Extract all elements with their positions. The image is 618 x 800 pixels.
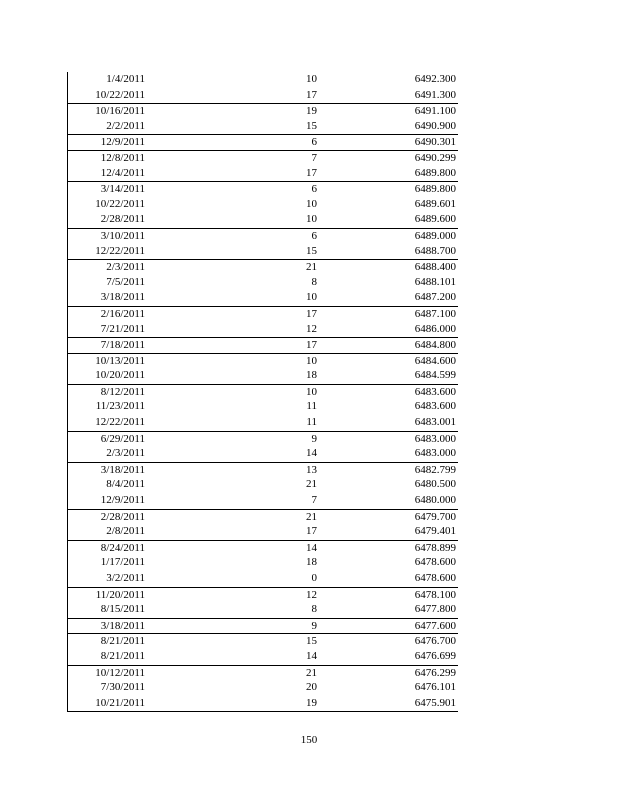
date-cell: 10/21/2011 [95,696,145,709]
date-cell: 10/20/2011 [95,369,145,382]
value-cell: 6479.401 [414,525,456,538]
date-cell: 8/21/2011 [100,635,145,648]
table-row [68,150,458,166]
value-cell: 6476.700 [414,635,456,648]
value-cell: 6489.600 [414,213,456,226]
date-cell: 3/18/2011 [100,619,145,632]
date-cell: 2/16/2011 [100,307,145,320]
value-cell: 6486.000 [414,322,456,335]
date-cell: 10/22/2011 [95,88,145,101]
value-cell: 6478.100 [414,588,456,601]
value-cell: 6483.001 [414,416,456,429]
count-cell: 13 [306,463,317,476]
date-cell: 12/9/2011 [100,494,145,507]
date-cell: 3/2/2011 [106,572,145,584]
date-cell: 6/29/2011 [100,432,145,445]
count-cell: 12 [306,588,317,601]
table-row [68,384,458,400]
value-cell: 6491.100 [414,105,456,118]
table-row [68,353,458,369]
count-cell: 18 [306,556,317,569]
count-cell: 17 [306,166,317,179]
value-cell: 6480.500 [414,478,456,491]
count-cell: 21 [306,510,317,523]
table-row [68,633,458,649]
count-cell: 10 [306,385,317,398]
date-cell: 12/9/2011 [100,136,145,149]
value-cell: 6490.299 [414,151,456,164]
date-cell: 2/3/2011 [106,447,145,460]
table-row [68,259,458,275]
value-cell: 6487.100 [414,307,456,320]
count-cell: 17 [306,307,317,320]
count-cell: 7 [311,151,317,164]
count-cell: 17 [306,525,317,538]
value-cell: 6476.299 [414,666,456,679]
value-cell: 6482.799 [414,463,456,476]
value-cell: 6492.300 [414,73,456,85]
table-row [68,306,458,322]
count-cell: 15 [306,119,317,132]
count-cell: 9 [311,619,317,632]
table-row [68,555,458,571]
date-cell: 12/8/2011 [100,151,145,164]
table-row [68,602,458,618]
table-row [68,322,458,338]
value-cell: 6483.600 [414,385,456,398]
table-row [68,72,458,88]
date-cell: 2/3/2011 [106,261,145,274]
value-cell: 6483.000 [414,447,456,460]
value-cell: 6484.599 [414,369,456,382]
count-cell: 10 [306,197,317,210]
count-cell: 18 [306,369,317,382]
table-row [68,665,458,681]
date-cell: 10/12/2011 [95,666,145,679]
count-cell: 12 [306,322,317,335]
date-cell: 3/18/2011 [100,291,145,304]
table-row [68,477,458,493]
table-row [68,415,458,431]
value-cell: 6480.000 [414,494,456,507]
table-row [68,337,458,353]
count-cell: 14 [306,649,317,662]
date-cell: 2/28/2011 [100,510,145,523]
value-cell: 6488.101 [414,275,456,288]
count-cell: 14 [306,541,317,554]
value-cell: 6476.101 [414,681,456,694]
count-cell: 10 [306,213,317,226]
table-row [68,696,458,712]
table-row [68,244,458,260]
value-cell: 6478.899 [414,541,456,554]
date-cell: 1/4/2011 [106,73,145,85]
value-cell: 6488.400 [414,261,456,274]
date-cell: 7/5/2011 [106,275,145,288]
value-cell: 6484.800 [414,339,456,352]
table-row [68,368,458,384]
table-row [68,166,458,182]
table-row [68,540,458,556]
count-cell: 10 [306,354,317,367]
value-cell: 6479.700 [414,510,456,523]
value-cell: 6478.600 [414,556,456,569]
count-cell: 19 [306,105,317,118]
count-cell: 17 [306,339,317,352]
date-cell: 11/23/2011 [95,400,145,413]
value-cell: 6477.600 [414,619,456,632]
date-cell: 3/10/2011 [100,229,145,242]
value-cell: 6483.000 [414,432,456,445]
table-row [68,509,458,525]
value-cell: 6487.200 [414,291,456,304]
table-row [68,649,458,665]
date-cell: 2/28/2011 [100,213,145,226]
date-cell: 8/4/2011 [106,478,145,491]
table-row [68,462,458,478]
value-cell: 6489.800 [414,166,456,179]
count-cell: 14 [306,447,317,460]
date-cell: 8/21/2011 [100,649,145,662]
date-cell: 12/4/2011 [100,166,145,179]
value-cell: 6478.600 [414,572,456,584]
count-cell: 17 [306,88,317,101]
value-cell: 6476.699 [414,649,456,662]
table-row [68,103,458,119]
table-row [68,618,458,634]
table-row [68,680,458,696]
count-cell: 11 [306,400,317,413]
count-cell: 10 [306,291,317,304]
value-cell: 6489.800 [414,183,456,196]
value-cell: 6484.600 [414,354,456,367]
date-cell: 7/18/2011 [100,339,145,352]
count-cell: 15 [306,244,317,257]
table-row [68,571,458,587]
date-cell: 8/12/2011 [100,385,145,398]
value-cell: 6490.900 [414,119,456,132]
table-row [68,181,458,197]
table-row [68,134,458,150]
table-row [68,88,458,104]
count-cell: 7 [311,494,317,507]
table-row [68,119,458,135]
date-cell: 7/21/2011 [100,322,145,335]
count-cell: 11 [306,416,317,429]
date-cell: 11/20/2011 [95,588,145,601]
date-cell: 3/14/2011 [100,183,145,196]
value-cell: 6491.300 [414,88,456,101]
date-cell: 1/17/2011 [100,556,145,569]
value-cell: 6489.601 [414,197,456,210]
table-row [68,446,458,462]
table-row [68,524,458,540]
value-cell: 6490.301 [414,136,456,149]
table-row [68,587,458,603]
table-row [68,493,458,509]
date-cell: 12/22/2011 [95,244,145,257]
page-number: 150 [300,734,318,746]
date-cell: 7/30/2011 [100,681,145,694]
count-cell: 10 [306,73,317,85]
count-cell: 6 [311,229,317,242]
date-cell: 2/8/2011 [106,525,145,538]
table-row [68,290,458,306]
count-cell: 21 [306,666,317,679]
date-cell: 2/2/2011 [106,119,145,132]
value-cell: 6488.700 [414,244,456,257]
table-row [68,275,458,291]
value-cell: 6483.600 [414,400,456,413]
count-cell: 20 [306,681,317,694]
date-cell: 10/22/2011 [95,197,145,210]
count-cell: 19 [306,696,317,709]
count-cell: 0 [311,572,317,584]
count-cell: 15 [306,635,317,648]
value-cell: 6489.000 [414,229,456,242]
date-cell: 8/15/2011 [100,603,145,616]
count-cell: 9 [311,432,317,445]
table-row [68,212,458,228]
data-table [67,72,458,712]
count-cell: 21 [306,478,317,491]
date-cell: 3/18/2011 [100,463,145,476]
count-cell: 8 [311,275,317,288]
date-cell: 8/24/2011 [100,541,145,554]
date-cell: 10/16/2011 [95,105,145,118]
value-cell: 6477.800 [414,603,456,616]
table-row [68,399,458,415]
table-row [68,197,458,213]
date-cell: 10/13/2011 [95,354,145,367]
date-cell: 12/22/2011 [95,416,145,429]
table-row [68,431,458,447]
count-cell: 21 [306,261,317,274]
count-cell: 6 [311,183,317,196]
count-cell: 8 [311,603,317,616]
table-row [68,228,458,244]
count-cell: 6 [311,136,317,149]
value-cell: 6475.901 [414,696,456,709]
